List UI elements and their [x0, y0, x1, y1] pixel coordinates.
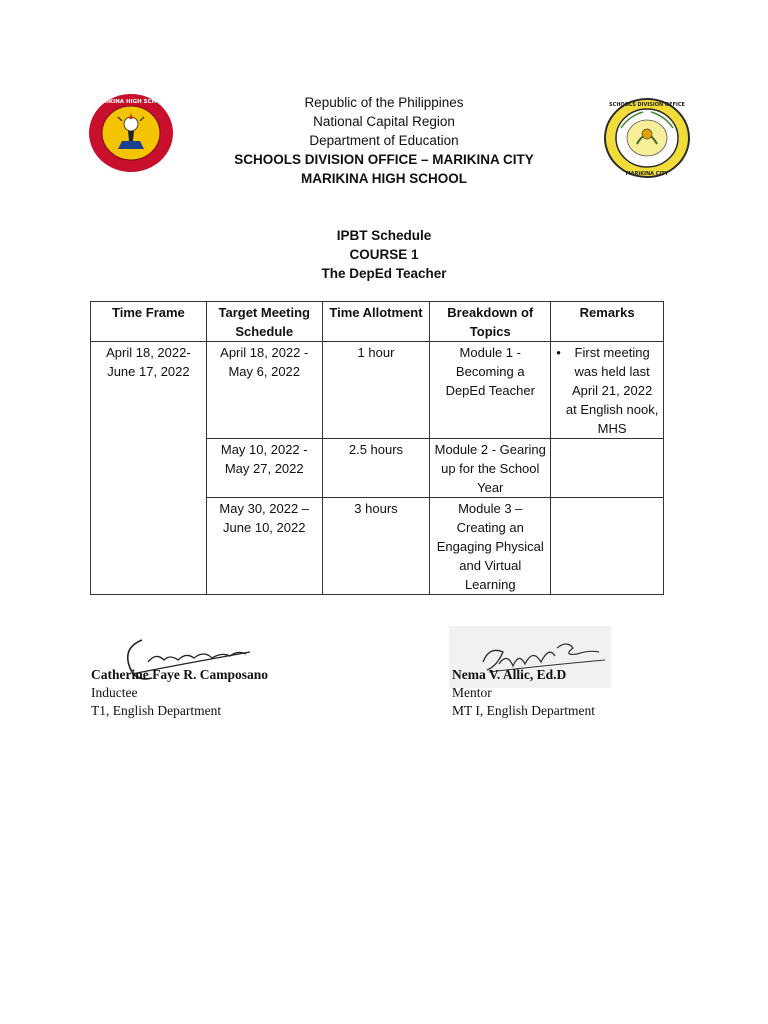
table-row [91, 342, 664, 439]
remarks-cell [551, 342, 664, 439]
schedule-cell: May 30, 2022 – June 10, 2022 [206, 498, 322, 595]
title-subject: The DepEd Teacher [321, 266, 447, 281]
mentor-position: MT I, English Department [452, 703, 595, 718]
schedule-cell: May 10, 2022 - May 27, 2022 [206, 439, 322, 498]
remarks-bullet: • First meeting was held last April 21, 2022 at English nook, MHS [565, 343, 659, 438]
allotment-cell: 2.5 hours [322, 439, 430, 498]
remarks-cell [551, 498, 664, 595]
table-header-row [91, 302, 664, 342]
mentor-name: Nema V. Allic, Ed.D [452, 667, 567, 682]
schedule-cell: April 18, 2022 - May 6, 2022 [206, 342, 322, 439]
svg-text:MARIKINA CITY: MARIKINA CITY [625, 171, 669, 177]
letterhead [0, 93, 768, 188]
header-time-frame: Time Frame [91, 302, 207, 342]
mentor-role: Mentor [452, 685, 492, 700]
inductee-name: Catherine Faye R. Camposano [91, 667, 268, 682]
signature-block-mentor [452, 666, 595, 720]
svg-text:SCHOOLS DIVISION OFFICE: SCHOOLS DIVISION OFFICE [609, 102, 685, 108]
allotment-cell: 1 hour [322, 342, 430, 439]
header-region: National Capital Region [313, 114, 455, 129]
schedule-table [90, 301, 664, 595]
topic-cell: Module 2 - Gearing up for the School Year [430, 439, 551, 498]
topic-cell: Module 1 - Becoming a DepEd Teacher [430, 342, 551, 439]
header-division: SCHOOLS DIVISION OFFICE – MARIKINA CITY [234, 152, 534, 167]
header-school: MARIKINA HIGH SCHOOL [301, 171, 467, 186]
svg-text:MARIKINA HIGH SCHOOL: MARIKINA HIGH SCHOOL [92, 99, 170, 105]
header-breakdown: Breakdown of Topics [430, 302, 551, 342]
header-republic: Republic of the Philippines [304, 95, 464, 110]
allotment-cell: 3 hours [322, 498, 430, 595]
time-frame-cell: April 18, 2022- June 17, 2022 [91, 342, 207, 595]
header-time-allotment: Time Allotment [322, 302, 430, 342]
inductee-role: Inductee [91, 685, 138, 700]
document-title [0, 226, 768, 283]
inductee-position: T1, English Department [91, 703, 222, 718]
title-ipbt: IPBT Schedule [336, 228, 432, 243]
signature-block-inductee [91, 666, 268, 720]
topic-cell: Module 3 – Creating an Engaging Physical and Virtual Learning [430, 498, 551, 595]
header-remarks: Remarks [551, 302, 664, 342]
header-department: Department of Education [309, 133, 459, 148]
header-target-meeting: Target Meeting Schedule [206, 302, 322, 342]
title-course: COURSE 1 [349, 247, 419, 262]
remarks-cell [551, 439, 664, 498]
